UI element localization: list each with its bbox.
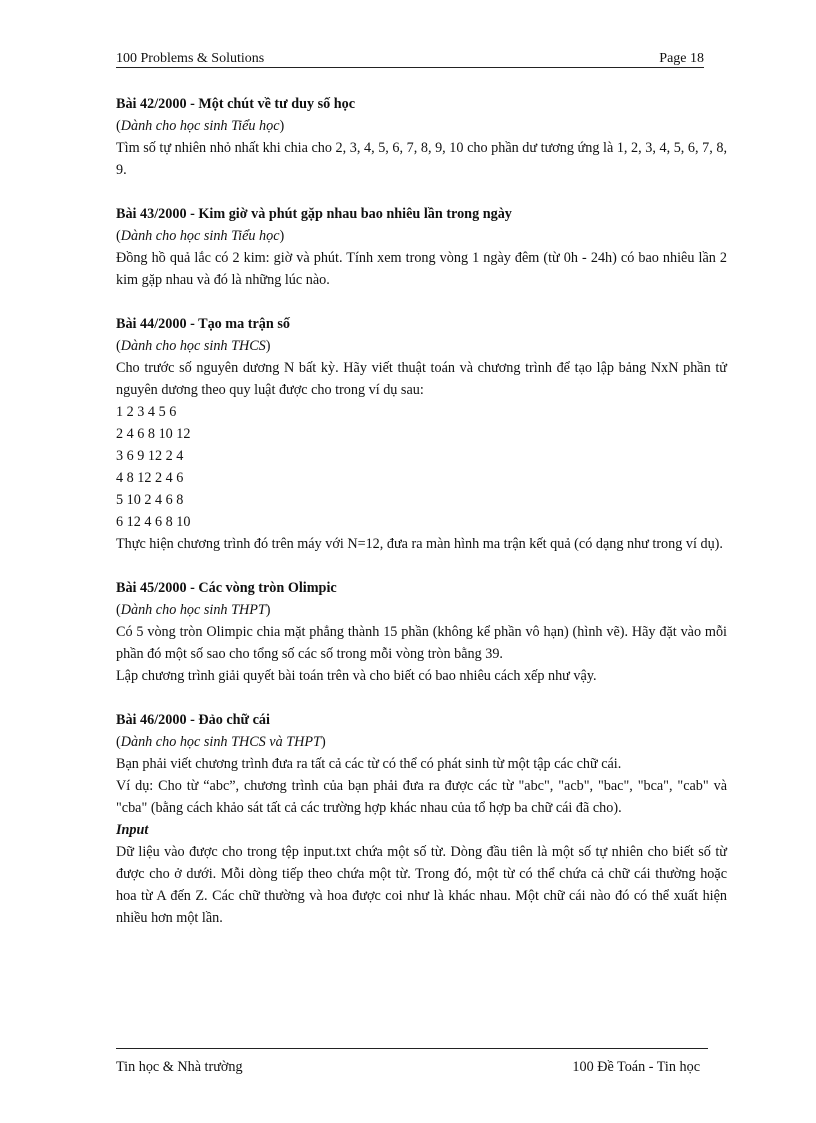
page-content [116, 93, 727, 951]
footer-right: 100 Đề Toán - Tin học [572, 1059, 700, 1075]
problem-title: Bài 43/2000 - Kim giờ và phút gặp nhau bao nhiêu lần trong ngày [116, 206, 512, 222]
page-number: Page 18 [659, 51, 704, 66]
audience-text: Dành cho học sinh Tiểu học [120, 228, 280, 244]
problem-text: Đồng hồ quả lắc có 2 kim: giờ và phút. Tính xem trong vòng 1 ngày đêm (từ 0h - 24h) có bao nhiêu lần 2 kim gặp nhau và đó là những lúc nào. [116, 250, 727, 288]
audience-text: Dành cho học sinh THPT [120, 602, 266, 618]
audience-text: Dành cho học sinh Tiểu học [120, 118, 280, 134]
problem-outro: Thực hiện chương trình đó trên máy với N=12, đưa ra màn hình ma trận kết quả (có dạng như trong ví dụ). [116, 536, 723, 552]
problem-45 [116, 577, 727, 687]
matrix-row: 3 6 9 12 2 4 [116, 448, 184, 464]
problem-text: Tìm số tự nhiên nhỏ nhất khi chia cho 2, 3, 4, 5, 6, 7, 8, 9, 10 cho phần dư tương ứng là 1, 2, 3, 4, 5, 6, 7, 8, 9. [116, 140, 727, 178]
problem-title: Bài 42/2000 - Một chút về tư duy số học [116, 96, 356, 112]
matrix-row: 4 8 12 2 4 6 [116, 470, 184, 486]
matrix-row: 5 10 2 4 6 8 [116, 492, 184, 508]
problem-audience: (Dành cho học sinh THCS và THPT) [116, 734, 326, 750]
matrix-row: 1 2 3 4 5 6 [116, 404, 177, 420]
matrix-row: 6 12 4 6 8 10 [116, 514, 191, 530]
problem-text: Có 5 vòng tròn Olimpic chia mặt phẳng thành 15 phần (không kể phần vô hạn) (hình vẽ). Hãy đặt vào mỗi phần đó một số sao cho tổng số các số trong mỗi vòng tròn bằng 39. [116, 624, 727, 662]
problem-43 [116, 203, 727, 291]
problem-44 [116, 313, 727, 555]
footer-left: Tin học & Nhà trường [116, 1059, 243, 1075]
problem-42 [116, 93, 727, 181]
problem-text: Lập chương trình giải quyết bài toán trên và cho biết có bao nhiêu cách xếp như vậy. [116, 668, 597, 684]
problem-audience: (Dành cho học sinh THCS) [116, 338, 271, 354]
problem-title: Bài 45/2000 - Các vòng tròn Olimpic [116, 580, 337, 596]
input-description: Dữ liệu vào được cho trong tệp input.txt chứa một số từ. Dòng đầu tiên là một số tự nhiên cho biết số từ được cho ở dưới. Mỗi dòng tiếp theo chứa một từ. Trong đó, một từ có thể chứa cả chữ cái thường hoặc hoa từ A đến Z. Các chữ thường và hoa được coi như là khác nhau. Một chữ cái nào đó có thể xuất hiện nhiều hơn một lần. [116, 844, 727, 926]
page-header [116, 50, 704, 68]
problem-audience: (Dành cho học sinh THPT) [116, 602, 271, 618]
problem-text: Bạn phải viết chương trình đưa ra tất cả các từ có thể có phát sinh từ một tập các chữ cái. [116, 756, 622, 772]
footer-divider [116, 1048, 708, 1049]
problem-audience: (Dành cho học sinh Tiểu học) [116, 228, 285, 244]
problem-title: Bài 46/2000 - Đảo chữ cái [116, 712, 270, 728]
audience-text: Dành cho học sinh THCS [120, 338, 266, 354]
problem-text: Ví dụ: Cho từ “abc”, chương trình của bạn phải đưa ra được các từ "abc", "acb", "bac", "bca", "cab" và "cba" (bằng cách khảo sát tất cả các trường hợp khác nhau của tổ hợp ba chữ cái đã cho). [116, 778, 727, 816]
problem-46 [116, 709, 727, 929]
input-heading: Input [116, 822, 149, 838]
header-title: 100 Problems & Solutions [116, 51, 265, 66]
problem-intro: Cho trước số nguyên dương N bất kỳ. Hãy viết thuật toán và chương trình để tạo lập bảng NxN phần tử nguyên dương theo quy luật được cho trong ví dụ sau: [116, 360, 727, 398]
audience-text: Dành cho học sinh THCS và THPT [120, 734, 321, 750]
problem-audience: (Dành cho học sinh Tiểu học) [116, 118, 285, 134]
problem-title: Bài 44/2000 - Tạo ma trận số [116, 316, 290, 332]
matrix-row: 2 4 6 8 10 12 [116, 426, 191, 442]
